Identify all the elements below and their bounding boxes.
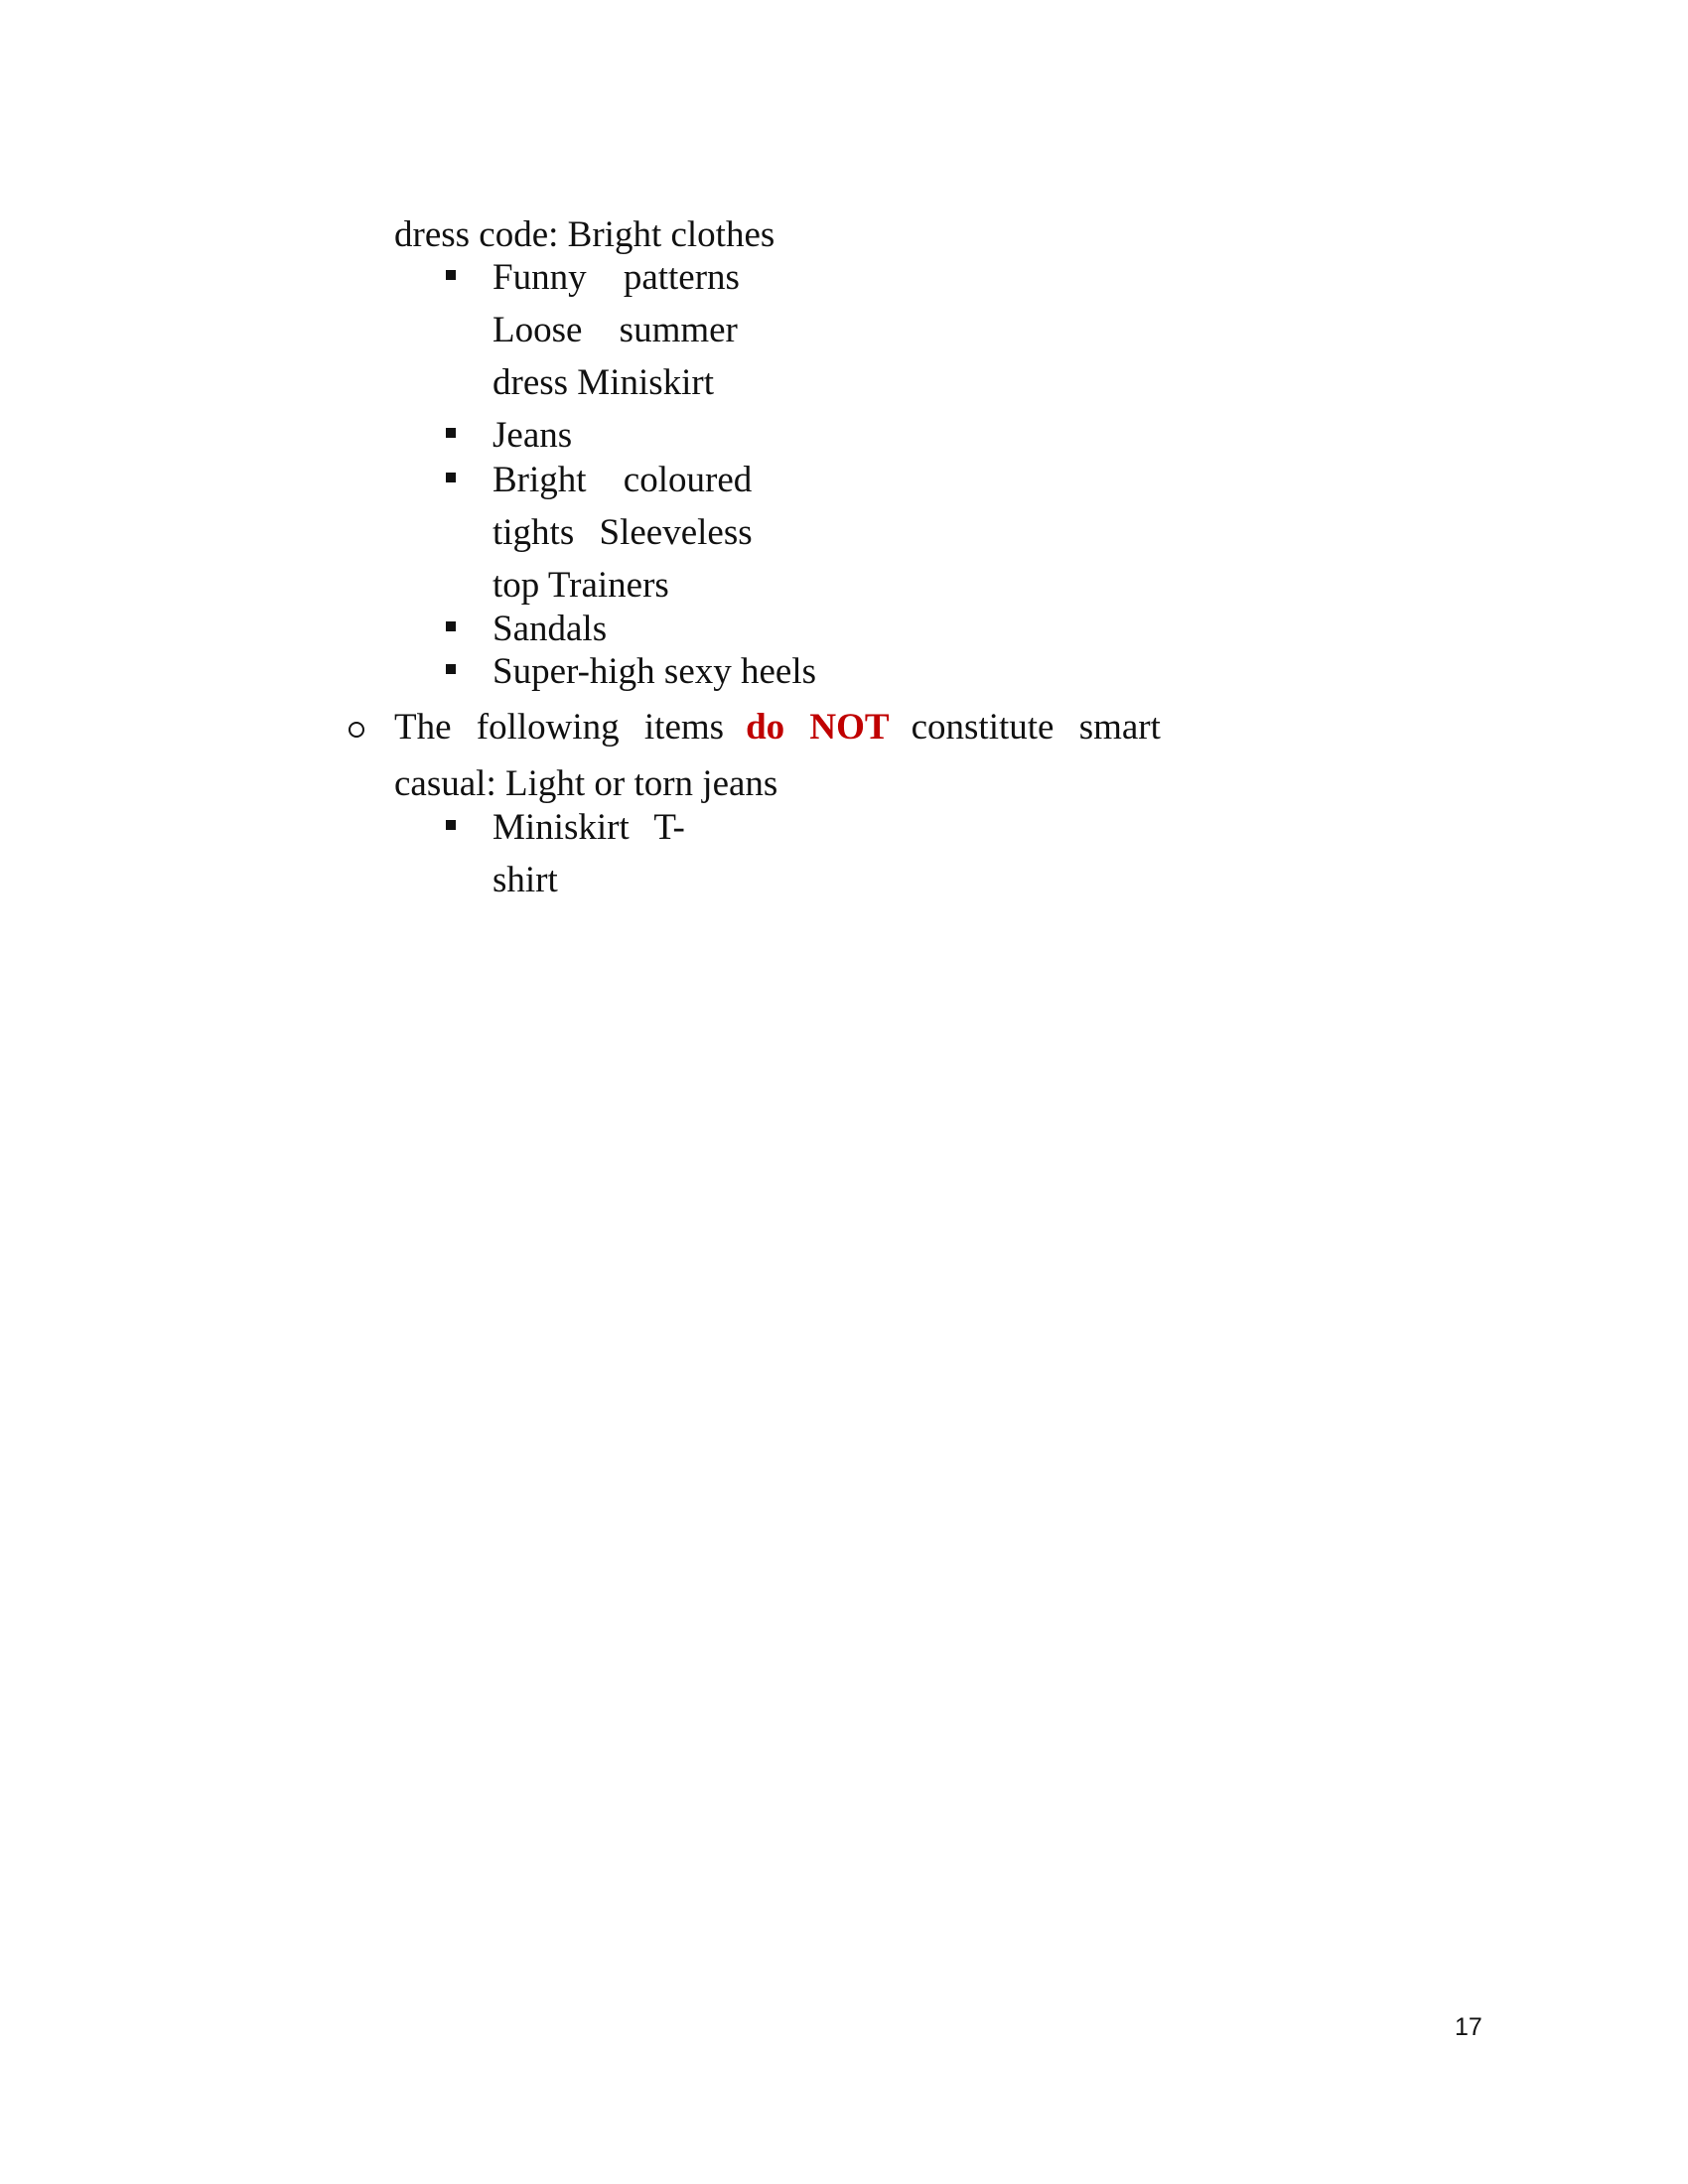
square-bullet-icon — [446, 820, 456, 830]
square-bullet-icon — [446, 270, 456, 280]
list-item-text: Jeans — [492, 415, 573, 456]
square-bullet-icon — [446, 621, 456, 631]
list-item-text: top Trainers — [492, 565, 669, 606]
emphasis-text: do NOT — [746, 707, 890, 748]
text-segment: constitute smart — [911, 707, 1161, 748]
circle-bullet-icon — [349, 722, 364, 738]
list-item-text: Bright coloured — [492, 460, 753, 500]
text-line — [394, 709, 1161, 746]
list-item-text: Sandals — [492, 609, 608, 649]
square-bullet-icon — [446, 664, 456, 674]
list-item-text: tights Sleeveless — [492, 512, 753, 553]
list-item-text: Funny patterns — [492, 257, 740, 298]
page-number: 17 — [1455, 2013, 1482, 2041]
square-bullet-icon — [446, 473, 456, 482]
square-bullet-icon — [446, 428, 456, 438]
text-line: dress code: Bright clothes — [394, 214, 775, 255]
list-item-text: Super-high sexy heels — [492, 651, 817, 692]
list-item-text: Loose summer — [492, 310, 738, 350]
list-item-text: dress Miniskirt — [492, 362, 715, 403]
text-segment: The following items — [394, 707, 725, 748]
list-item-text: Miniskirt T- — [492, 807, 685, 848]
list-item-text: shirt — [492, 860, 558, 900]
text-line: casual: Light or torn jeans — [394, 763, 778, 804]
